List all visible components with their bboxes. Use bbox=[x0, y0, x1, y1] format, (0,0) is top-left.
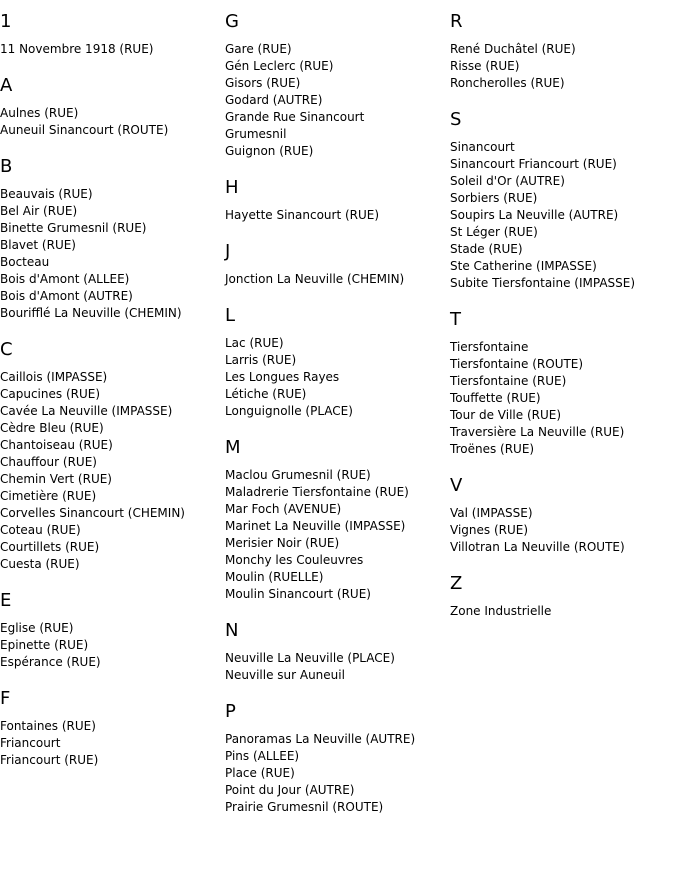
letter-section bbox=[0, 688, 222, 769]
street-name: Soupirs La Neuville (AUTRE) bbox=[450, 208, 619, 222]
street-name: Tiersfontaine (ROUTE) bbox=[450, 357, 584, 371]
street-list bbox=[0, 41, 222, 58]
street-name: Coteau (RUE) bbox=[0, 523, 81, 537]
street-name: Gén Leclerc (RUE) bbox=[225, 59, 334, 73]
letter-section bbox=[0, 156, 222, 322]
section-letter-heading: B bbox=[0, 156, 13, 177]
street-name: Longuignolle (PLACE) bbox=[225, 404, 353, 418]
street-name: Roncherolles (RUE) bbox=[450, 76, 565, 90]
street-name: 11 Novembre 1918 (RUE) bbox=[0, 42, 154, 56]
street-name: Chantoiseau (RUE) bbox=[0, 438, 113, 452]
street-list bbox=[450, 505, 672, 556]
street-name: Cavée La Neuville (IMPASSE) bbox=[0, 404, 173, 418]
section-letter-heading: E bbox=[0, 590, 12, 611]
street-index-column-1 bbox=[0, 11, 222, 786]
street-name: Chemin Vert (RUE) bbox=[0, 472, 112, 486]
street-name: Les Longues Rayes bbox=[225, 370, 340, 384]
street-name: Jonction La Neuville (CHEMIN) bbox=[225, 272, 405, 286]
street-name: Blavet (RUE) bbox=[0, 238, 76, 252]
street-name: Zone Industrielle bbox=[450, 604, 552, 618]
street-list bbox=[225, 271, 447, 288]
letter-section bbox=[450, 475, 672, 556]
section-letter-heading: P bbox=[225, 701, 236, 722]
street-name: Vignes (RUE) bbox=[450, 523, 529, 537]
letter-section bbox=[225, 437, 447, 603]
street-name: Moulin (RUELLE) bbox=[225, 570, 324, 584]
street-name: Cimetière (RUE) bbox=[0, 489, 97, 503]
letter-section bbox=[225, 305, 447, 420]
letter-section bbox=[225, 241, 447, 288]
street-name: Espérance (RUE) bbox=[0, 655, 101, 669]
street-list bbox=[450, 41, 672, 92]
section-letter-heading: M bbox=[225, 437, 241, 458]
street-list bbox=[450, 139, 672, 292]
street-name: Panoramas La Neuville (AUTRE) bbox=[225, 732, 416, 746]
street-name: Courtillets (RUE) bbox=[0, 540, 100, 554]
street-name: Maclou Grumesnil (RUE) bbox=[225, 468, 371, 482]
section-letter-heading: A bbox=[0, 75, 13, 96]
street-name: Point du Jour (AUTRE) bbox=[225, 783, 355, 797]
section-letter-heading: 1 bbox=[0, 11, 12, 32]
street-name: Fontaines (RUE) bbox=[0, 719, 96, 733]
street-name: Friancourt bbox=[0, 736, 61, 750]
street-list bbox=[225, 335, 447, 420]
street-name: Pins (ALLEE) bbox=[225, 749, 300, 763]
section-letter-heading: Z bbox=[450, 573, 463, 594]
street-name: Stade (RUE) bbox=[450, 242, 523, 256]
street-name: Moulin Sinancourt (RUE) bbox=[225, 587, 371, 601]
street-name: Tour de Ville (RUE) bbox=[450, 408, 562, 422]
street-name: Létiche (RUE) bbox=[225, 387, 307, 401]
street-name: Aulnes (RUE) bbox=[0, 106, 79, 120]
street-list bbox=[450, 603, 672, 620]
street-name: Corvelles Sinancourt (CHEMIN) bbox=[0, 506, 185, 520]
street-name: Sorbiers (RUE) bbox=[450, 191, 538, 205]
street-list bbox=[225, 41, 447, 160]
street-name: Monchy les Couleuvres bbox=[225, 553, 364, 567]
letter-section bbox=[225, 177, 447, 224]
street-name: Tiersfontaine bbox=[450, 340, 529, 354]
street-name: Auneuil Sinancourt (ROUTE) bbox=[0, 123, 169, 137]
street-name: Prairie Grumesnil (ROUTE) bbox=[225, 800, 384, 814]
street-name: Cuesta (RUE) bbox=[0, 557, 80, 571]
letter-section bbox=[0, 11, 222, 58]
street-list bbox=[225, 467, 447, 603]
street-name: Touffette (RUE) bbox=[450, 391, 541, 405]
street-name: Gisors (RUE) bbox=[225, 76, 301, 90]
street-name: Bocteau bbox=[0, 255, 50, 269]
street-index-column-3 bbox=[450, 11, 672, 637]
street-name: Binette Grumesnil (RUE) bbox=[0, 221, 147, 235]
street-name: Tiersfontaine (RUE) bbox=[450, 374, 567, 388]
street-name: Chauffour (RUE) bbox=[0, 455, 97, 469]
letter-section bbox=[225, 701, 447, 816]
section-letter-heading: G bbox=[225, 11, 239, 32]
street-name: Marinet La Neuville (IMPASSE) bbox=[225, 519, 406, 533]
street-name: Epinette (RUE) bbox=[0, 638, 89, 652]
section-letter-heading: T bbox=[450, 309, 461, 330]
street-name: Cèdre Bleu (RUE) bbox=[0, 421, 104, 435]
street-list bbox=[0, 620, 222, 671]
street-name: Grumesnil bbox=[225, 127, 287, 141]
street-name: Caillois (IMPASSE) bbox=[0, 370, 108, 384]
street-name: Godard (AUTRE) bbox=[225, 93, 323, 107]
street-list bbox=[0, 718, 222, 769]
street-index-column-2 bbox=[225, 11, 447, 833]
letter-section bbox=[0, 75, 222, 139]
section-letter-heading: C bbox=[0, 339, 13, 360]
street-name: Neuville sur Auneuil bbox=[225, 668, 345, 682]
street-name: Bois d'Amont (AUTRE) bbox=[0, 289, 133, 303]
street-list bbox=[225, 650, 447, 684]
street-name: Lac (RUE) bbox=[225, 336, 284, 350]
street-list bbox=[0, 369, 222, 573]
street-name: Ste Catherine (IMPASSE) bbox=[450, 259, 597, 273]
street-name: Maladrerie Tiersfontaine (RUE) bbox=[225, 485, 409, 499]
street-name: Friancourt (RUE) bbox=[0, 753, 99, 767]
street-list bbox=[450, 339, 672, 458]
street-name: Mar Foch (AVENUE) bbox=[225, 502, 342, 516]
street-name: René Duchâtel (RUE) bbox=[450, 42, 576, 56]
section-letter-heading: N bbox=[225, 620, 239, 641]
street-name: Place (RUE) bbox=[225, 766, 295, 780]
street-name: Larris (RUE) bbox=[225, 353, 297, 367]
street-name: Bourifflé La Neuville (CHEMIN) bbox=[0, 306, 182, 320]
section-letter-heading: J bbox=[225, 241, 231, 262]
street-name: Traversière La Neuville (RUE) bbox=[450, 425, 625, 439]
street-name: Bel Air (RUE) bbox=[0, 204, 78, 218]
street-name: Val (IMPASSE) bbox=[450, 506, 533, 520]
street-name: St Léger (RUE) bbox=[450, 225, 538, 239]
street-name: Merisier Noir (RUE) bbox=[225, 536, 340, 550]
section-letter-heading: R bbox=[450, 11, 463, 32]
street-name: Sinancourt bbox=[450, 140, 515, 154]
street-name: Bois d'Amont (ALLEE) bbox=[0, 272, 130, 286]
street-name: Grande Rue Sinancourt bbox=[225, 110, 365, 124]
letter-section bbox=[225, 620, 447, 684]
street-name: Hayette Sinancourt (RUE) bbox=[225, 208, 380, 222]
street-list bbox=[0, 186, 222, 322]
street-name: Sinancourt Friancourt (RUE) bbox=[450, 157, 617, 171]
street-name: Eglise (RUE) bbox=[0, 621, 74, 635]
letter-section bbox=[450, 109, 672, 292]
street-list bbox=[225, 207, 447, 224]
letter-section bbox=[450, 11, 672, 92]
section-letter-heading: H bbox=[225, 177, 239, 198]
street-name: Guignon (RUE) bbox=[225, 144, 314, 158]
letter-section bbox=[450, 573, 672, 620]
street-name: Neuville La Neuville (PLACE) bbox=[225, 651, 395, 665]
section-letter-heading: S bbox=[450, 109, 462, 130]
street-list bbox=[0, 105, 222, 139]
section-letter-heading: V bbox=[450, 475, 463, 496]
street-name: Subite Tiersfontaine (IMPASSE) bbox=[450, 276, 636, 290]
letter-section bbox=[225, 11, 447, 160]
street-list bbox=[225, 731, 447, 816]
street-name: Soleil d'Or (AUTRE) bbox=[450, 174, 565, 188]
street-name: Capucines (RUE) bbox=[0, 387, 101, 401]
street-name: Risse (RUE) bbox=[450, 59, 520, 73]
street-name: Troënes (RUE) bbox=[450, 442, 535, 456]
street-name: Beauvais (RUE) bbox=[0, 187, 93, 201]
letter-section bbox=[450, 309, 672, 458]
letter-section bbox=[0, 339, 222, 573]
street-name: Gare (RUE) bbox=[225, 42, 292, 56]
street-name: Villotran La Neuville (ROUTE) bbox=[450, 540, 625, 554]
section-letter-heading: F bbox=[0, 688, 11, 709]
letter-section bbox=[0, 590, 222, 671]
section-letter-heading: L bbox=[225, 305, 236, 326]
